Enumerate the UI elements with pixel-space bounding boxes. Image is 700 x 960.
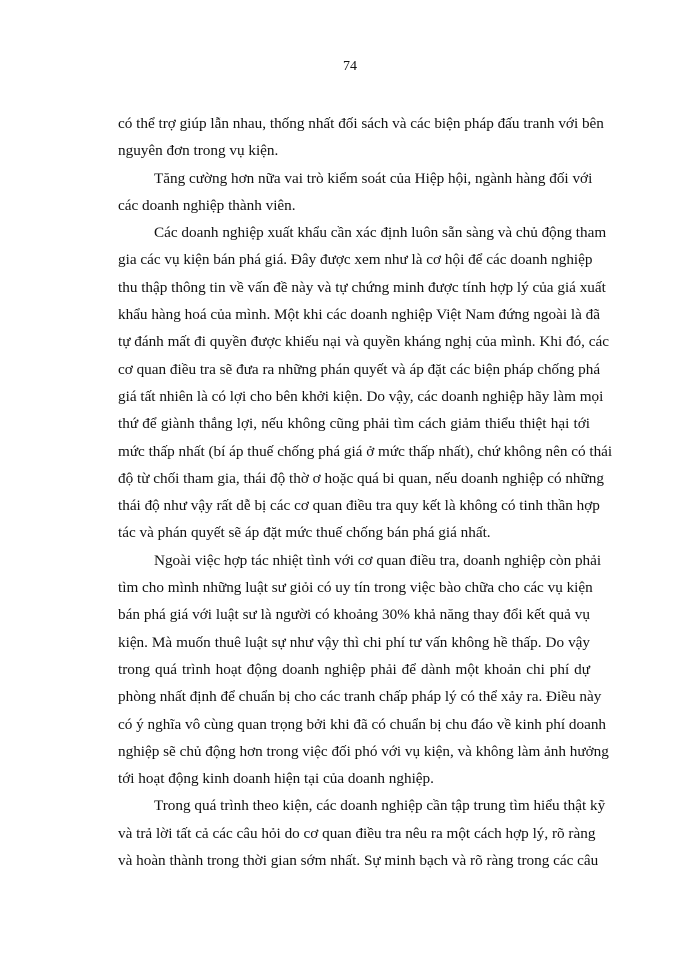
page-number: 74 <box>343 59 357 74</box>
text-line: gia các vụ kiện bán phá giá. Đây được xem như là cơ hội để các doanh nghiệp <box>118 251 593 269</box>
text-line: tìm cho mình những luật sư giỏi có uy tín trong việc bào chữa cho các vụ kiện <box>118 579 593 597</box>
text-line: tác và phán quyết sẽ áp đặt mức thuế chống bán phá giá nhất. <box>118 524 491 542</box>
text-line: phòng nhất định để chuẩn bị cho các tranh chấp pháp lý có thể xảy ra. Điều này <box>118 688 602 706</box>
paragraph <box>118 165 593 220</box>
text-line: các doanh nghiệp thành viên. <box>118 196 296 214</box>
text-line: kiện. Mà muốn thuê luật sự như vậy thì chi phí tư vấn không hề thấp. Do vậy <box>118 633 590 651</box>
text-line: bán phá giá với luật sư là người có khoảng 30% khả năng thay đổi kết quả vụ <box>118 606 590 624</box>
text-line: khẩu hàng hoá của mình. Một khi các doanh nghiệp Việt Nam đứng ngoài là đã <box>118 306 600 324</box>
text-line: nghiệp sẽ chủ động hơn trong việc đối phó với vụ kiện, và không làm ảnh hưởng <box>118 742 609 760</box>
body-text <box>118 110 613 874</box>
text-line: và hoàn thành trong thời gian sớm nhất. Sự minh bạch và rõ ràng trong các câu <box>118 852 599 870</box>
text-line: Các doanh nghiệp xuất khẩu cần xác định luôn sẵn sàng và chủ động tham <box>154 224 607 242</box>
text-line: thứ để giành thắng lợi, nếu không cũng phải tìm cách giảm thiểu thiệt hại tới <box>118 415 590 433</box>
text-line: tới hoạt động kinh doanh hiện tại của doanh nghiệp. <box>118 770 434 788</box>
text-line: có ý nghĩa vô cùng quan trọng bởi khi đã có chuẩn bị chu đáo về kinh phí doanh <box>118 715 607 733</box>
text-line: trong quá trình hoạt động doanh nghiệp phải để dành một khoản chi phí dự <box>118 660 590 678</box>
paragraph <box>118 110 604 165</box>
paragraph <box>118 547 609 793</box>
text-line: cơ quan điều tra sẽ đưa ra những phán quyết và áp đặt các biện pháp chống phá <box>118 360 601 378</box>
text-line: và trả lời tất cả các câu hỏi do cơ quan điều tra nêu ra một cách hợp lý, rõ ràng <box>118 824 596 842</box>
paragraph <box>118 792 606 874</box>
text-line: Ngoài việc hợp tác nhiệt tình với cơ quan điều tra, doanh nghiệp còn phải <box>154 551 602 569</box>
text-line: thái độ như vậy rất dễ bị các cơ quan điều tra quy kết là không có tinh thần hợp <box>118 497 600 515</box>
text-line: giá tất nhiên là có lợi cho bên khởi kiện. Do vậy, các doanh nghiệp hãy làm mọi <box>118 387 604 405</box>
text-line: độ từ chối tham gia, thái độ thờ ơ hoặc quá bi quan, nếu doanh nghiệp có những <box>118 469 604 487</box>
text-line: Trong quá trình theo kiện, các doanh nghiệp cần tập trung tìm hiểu thật kỹ <box>154 797 606 815</box>
text-line: mức thấp nhất (bí áp thuế chống phá giá ở mức thấp nhất), chứ không nên có thái <box>118 442 613 460</box>
text-line: có thể trợ giúp lẫn nhau, thống nhất đối sách và các biện pháp đấu tranh với bên <box>118 115 604 132</box>
text-line: nguyên đơn trong vụ kiện. <box>118 142 279 160</box>
text-line: thu thập thông tin về vấn đề này và tự chứng minh được tính hợp lý của giá xuất <box>118 278 606 296</box>
text-line: Tăng cường hơn nữa vai trò kiểm soát của Hiệp hội, ngành hàng đối với <box>154 169 593 187</box>
paragraph <box>118 219 613 547</box>
text-line: tự đánh mất đi quyền được khiếu nại và quyền kháng nghị của mình. Khi đó, các <box>118 333 609 351</box>
